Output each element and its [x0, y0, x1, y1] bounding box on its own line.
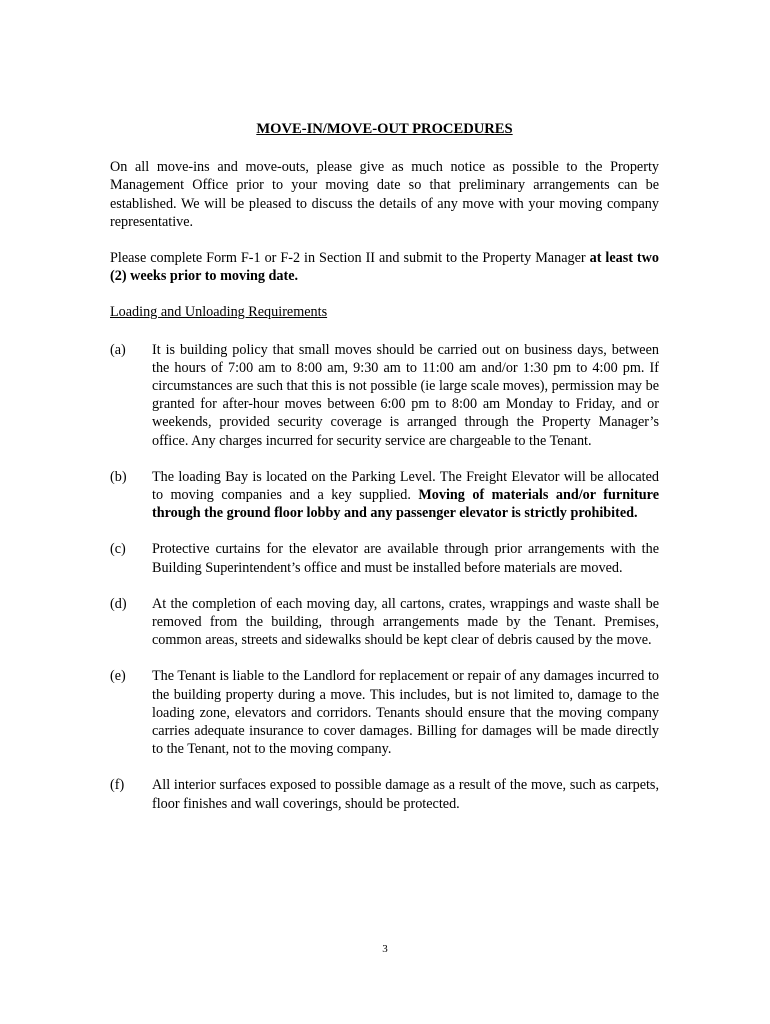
item-label: (a): [110, 341, 126, 358]
page-number: 3: [382, 943, 388, 955]
item-text-regular: Protective curtains for the elevator are available through prior arrangements with the Building Superintendent’s office and must be installed before materials are moved.: [152, 541, 659, 576]
document-title: MOVE-IN/MOVE-OUT PROCEDURES: [256, 121, 513, 137]
item-label: (e): [110, 668, 126, 685]
form-paragraph-deadline: at least two (2) weeks prior to moving date.: [110, 250, 659, 285]
item-label: (f): [110, 777, 125, 794]
document-page: [110, 120, 659, 831]
list-item-a: [110, 341, 659, 450]
item-text: [152, 776, 659, 812]
item-text-regular: At the completion of each moving day, all cartons, crates, wrappings and waste shall be removed from the building, through arrangements made by the Tenant. Premises, common areas, streets and sidewalks should be kept clear of debris caused by the move.: [152, 595, 659, 649]
item-text-regular: It is building policy that small moves should be carried out on business days, between the hours of 7:00 am to 8:00 am, 9:30 am to 11:00 am and/or 1:30 pm to 4:00 pm. If circumstances are such that this is not possible (ie large scale moves), permission may be granted for after-hour moves between 6:00 pm to 8:00 am Monday to Friday, and or weekends, provided security coverage is arranged through the Property Manager’s office. Any charges incurred for security service are chargeable to the Tenant.: [152, 341, 659, 449]
section-heading: Loading and Unloading Requirements: [110, 304, 328, 321]
item-text: [152, 540, 659, 576]
list-item-e: [110, 667, 659, 758]
item-text-regular: The loading Bay is located on the Parking Level. The Freight Elevator will be allocated to moving companies and a key supplied.: [152, 468, 659, 504]
item-text: [152, 341, 659, 450]
item-label: (d): [110, 595, 127, 612]
item-text-regular: The Tenant is liable to the Landlord for replacement or repair of any damages incurred to the building property during a move. This includes, but is not limited to, damage to the loading zone, elevators and corridors. Tenants should ensure that the moving company carries adequate insurance to cover damages. Billing for damages will be made directly to the Tenant, not to the moving company.: [152, 668, 659, 758]
list-item-d: [110, 595, 659, 650]
item-text-regular: All interior surfaces exposed to possible damage as a result of the move, such as carpets, floor finishes and wall coverings, should be protected.: [152, 777, 659, 812]
form-paragraph-text: Please complete Form F-1 or F-2 in Section II and submit to the Property Manager: [110, 250, 590, 267]
list-item-b: [110, 468, 659, 523]
list-item-f: [110, 776, 659, 812]
item-text: [152, 468, 659, 523]
form-paragraph: [110, 249, 659, 285]
list-item-c: [110, 540, 659, 576]
item-text-bold: Moving of materials and/or furniture through the ground floor lobby and any passenger elevator is strictly prohibited.: [152, 487, 660, 522]
item-text: [152, 595, 659, 650]
intro-paragraph: On all move-ins and move-outs, please give as much notice as possible to the Property Management Office prior to your moving date so that preliminary arrangements can be established. We will be pleased to discuss the details of any move with your moving company representative.: [110, 159, 659, 230]
item-label: (b): [110, 468, 127, 485]
item-text: [152, 667, 659, 758]
item-label: (c): [110, 541, 126, 558]
